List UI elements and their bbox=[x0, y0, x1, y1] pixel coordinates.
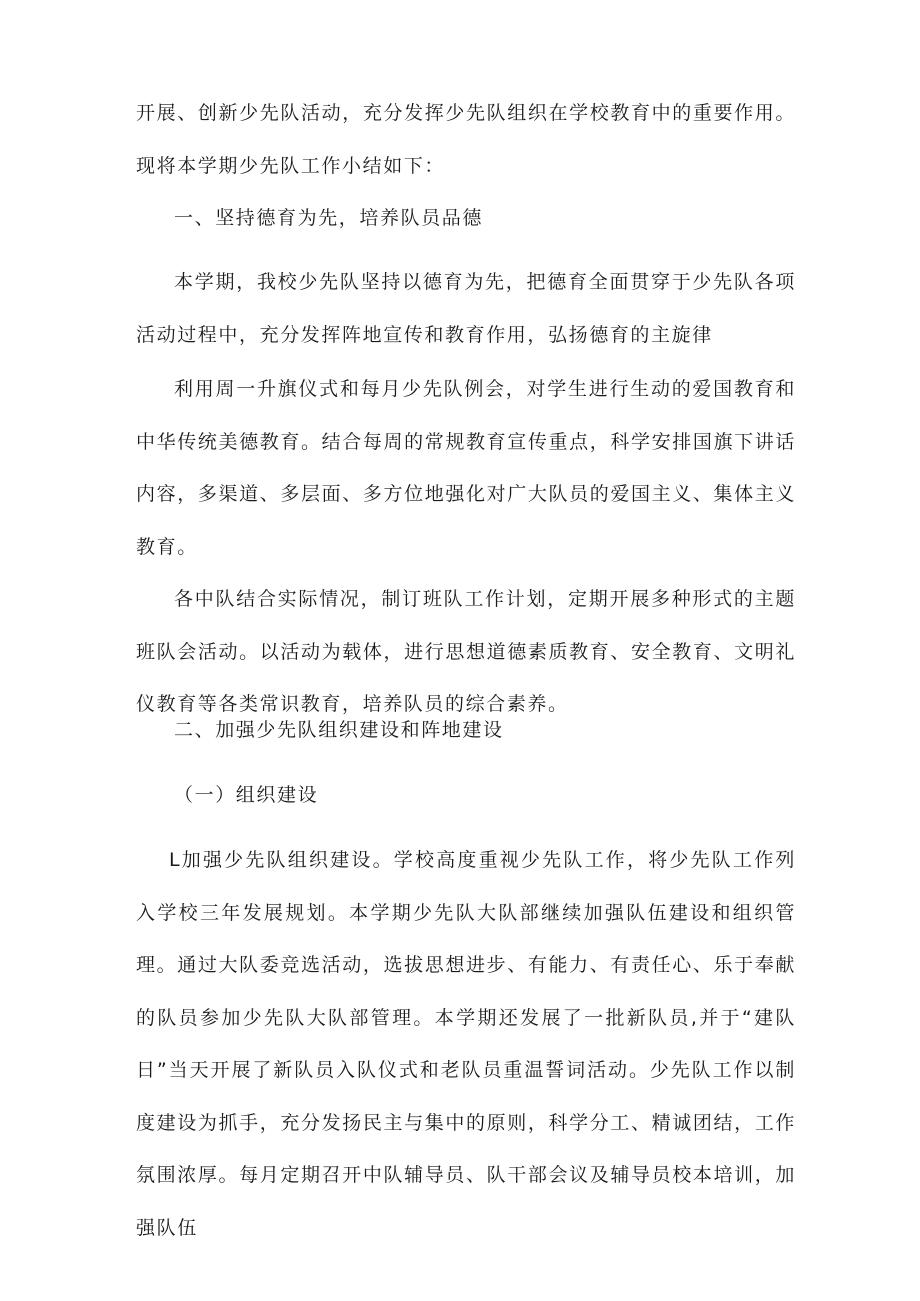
paragraph-squad-activities: 各中队结合实际情况，制订班队工作计划，定期开展多种形式的主题班队会活动。以活动为载体，进行思想道德素质教育、安全教育、文明礼仪教育等各类常识教育，培养队员的综合素养。 bbox=[136, 588, 796, 715]
paragraph-organization-building: L加强少先队组织建设。学校高度重视少先队工作，将少先队工作列入学校三年发展规划。本学期少先队大队部继续加强队伍建设和组织管理。通过大队委竞选活动，选拔思想进步、有能力、有责任心、乐于奉献的队员参加少先队大队部管理。本学期还发展了一批新队员,并于“建队日”当天开展了新队员入队仪式和老队员重温誓词活动。少先队工作以制度建设为抓手，充分发扬民主与集中的原则，科学分工、精诚团结，工作氛围浓厚。每月定期召开中队辅导员、队干部会议及辅导员校本培训，加强队伍 bbox=[136, 849, 796, 1239]
paragraph-intro-continued: 开展、创新少先队活动，充分发挥少先队组织在学校教育中的重要作用。现将本学期少先队工作小结如下： bbox=[136, 102, 796, 177]
heading-section-2: 二、加强少先队组织建设和阵地建设 bbox=[174, 719, 504, 741]
paragraph-moral-education: 本学期，我校少先队坚持以德育为先，把德育全面贯穿于少先队各项活动过程中，充分发挥阵地宣传和教育作用，弘扬德育的主旋律 bbox=[136, 271, 796, 346]
heading-section-1: 一、坚持德育为先，培养队员品德 bbox=[174, 207, 484, 229]
heading-subsection-1: （一）组织建设 bbox=[174, 784, 319, 806]
paragraph-flag-ceremony: 利用周一升旗仪式和每月少先队例会，对学生进行生动的爱国教育和中华传统美德教育。结合每周的常规教育宣传重点，科学安排国旗下讲话内容，多渠道、多层面、多方位地强化对广大队员的爱国主义、集体主义教育。 bbox=[136, 378, 796, 558]
